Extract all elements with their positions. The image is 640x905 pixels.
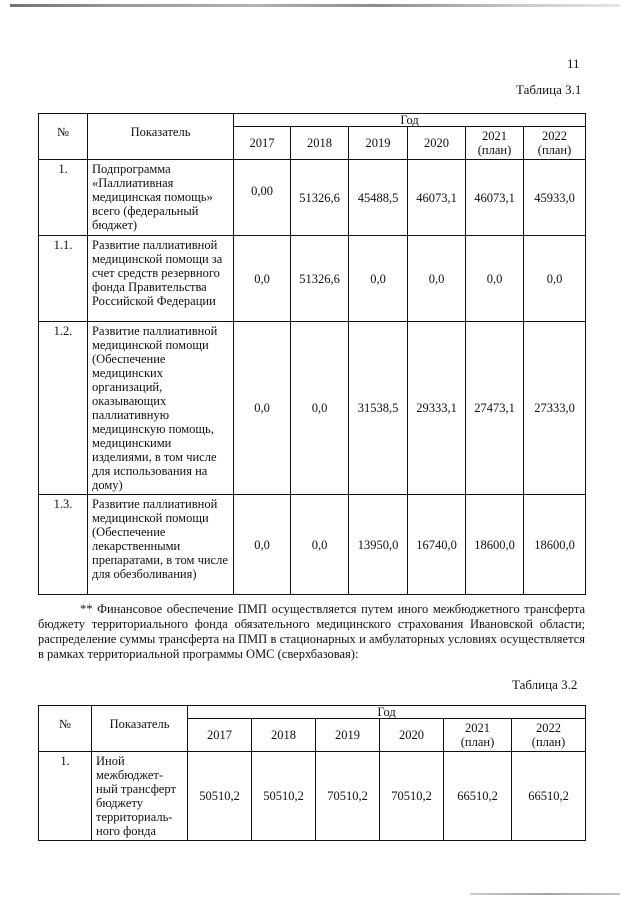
table-row xyxy=(39,752,586,841)
row-num: 1.1. xyxy=(39,236,88,322)
header-year-group: Год xyxy=(234,114,586,127)
row-value: 50510,2 xyxy=(188,752,252,841)
table-3-2-caption: Таблица 3.2 xyxy=(512,677,578,692)
row-value: 0,0 xyxy=(291,495,349,595)
row-value: 27473,1 xyxy=(466,322,524,495)
row-value: 0,00 xyxy=(234,160,291,236)
row-value: 50510,2 xyxy=(252,752,316,841)
row-value: 27333,0 xyxy=(524,322,586,495)
row-value: 29333,1 xyxy=(408,322,466,495)
table-row xyxy=(39,236,586,322)
row-value: 45933,0 xyxy=(524,160,586,236)
header-num: № xyxy=(39,114,88,160)
row-num: 1. xyxy=(39,752,92,841)
header-year-group: Год xyxy=(188,706,586,719)
funding-note-text: ** Финансовое обеспечение ПМП осуществляется путем иного межбюджетного трансферта бюджету территориального фонда обязательного медицинского страхования Ивановской области; распределение суммы трансферта на ПМП в стационарных и амбулаторных условиях осуществляется в рамках территориальной программы ОМС (сверхбазовая): xyxy=(38,602,585,661)
row-value: 70510,2 xyxy=(380,752,444,841)
row-value: 70510,2 xyxy=(316,752,380,841)
header-indicator: Показатель xyxy=(88,114,234,160)
row-value: 16740,0 xyxy=(408,495,466,595)
row-value: 31538,5 xyxy=(349,322,408,495)
row-value: 13950,0 xyxy=(349,495,408,595)
row-value: 46073,1 xyxy=(408,160,466,236)
row-value: 18600,0 xyxy=(524,495,586,595)
header-year: 2022 (план) xyxy=(512,719,586,752)
row-num: 1.3. xyxy=(39,495,88,595)
row-value: 51326,6 xyxy=(291,160,349,236)
header-year: 2019 xyxy=(316,719,380,752)
row-value: 45488,5 xyxy=(349,160,408,236)
row-value: 0,0 xyxy=(291,322,349,495)
page-number: 11 xyxy=(567,56,580,71)
scan-artifact-bottom xyxy=(470,893,620,895)
row-value: 18600,0 xyxy=(466,495,524,595)
table-row xyxy=(39,160,586,236)
row-value: 0,0 xyxy=(349,236,408,322)
row-value: 0,0 xyxy=(408,236,466,322)
table-3-1 xyxy=(38,113,586,595)
funding-note xyxy=(38,602,585,662)
header-num: № xyxy=(39,706,92,752)
header-year: 2019 xyxy=(349,127,408,160)
row-value: 0,0 xyxy=(234,236,291,322)
row-value: 66510,2 xyxy=(444,752,512,841)
table-row xyxy=(39,322,586,495)
row-value: 0,0 xyxy=(234,322,291,495)
header-year: 2020 xyxy=(408,127,466,160)
row-indicator: Подпрограмма «Паллиативная медицинская помощь» всего (федеральный бюджет) xyxy=(88,160,234,236)
header-year: 2020 xyxy=(380,719,444,752)
row-num: 1. xyxy=(39,160,88,236)
table-row xyxy=(39,495,586,595)
header-year: 2018 xyxy=(252,719,316,752)
header-year: 2018 xyxy=(291,127,349,160)
row-num: 1.2. xyxy=(39,322,88,495)
row-indicator: Иной межбюджет-ный трансферт бюджету территориаль-ного фонда xyxy=(92,752,188,841)
row-value: 0,0 xyxy=(524,236,586,322)
row-value: 66510,2 xyxy=(512,752,586,841)
row-value: 0,0 xyxy=(466,236,524,322)
header-year: 2021 (план) xyxy=(466,127,524,160)
header-year: 2022 (план) xyxy=(524,127,586,160)
header-year: 2021 (план) xyxy=(444,719,512,752)
header-year: 2017 xyxy=(188,719,252,752)
row-value: 46073,1 xyxy=(466,160,524,236)
header-year: 2017 xyxy=(234,127,291,160)
row-indicator: Развитие паллиативной медицинской помощи (Обеспечение медицинских организаций, оказывающих паллиативную медицинскую помощь, медицинскими изделиями, в том числе для использования на дому) xyxy=(88,322,234,495)
row-indicator: Развитие паллиативной медицинской помощи (Обеспечение лекарственными препаратами, в том числе для обезболивания) xyxy=(88,495,234,595)
row-indicator: Развитие паллиативной медицинской помощи за счет средств резервного фонда Правительства Российской Федерации xyxy=(88,236,234,322)
table-3-2 xyxy=(38,705,586,841)
row-value: 51326,6 xyxy=(291,236,349,322)
scan-artifact-top xyxy=(10,4,620,7)
header-indicator: Показатель xyxy=(92,706,188,752)
table-3-1-caption: Таблица 3.1 xyxy=(516,82,582,97)
row-value: 0,0 xyxy=(234,495,291,595)
